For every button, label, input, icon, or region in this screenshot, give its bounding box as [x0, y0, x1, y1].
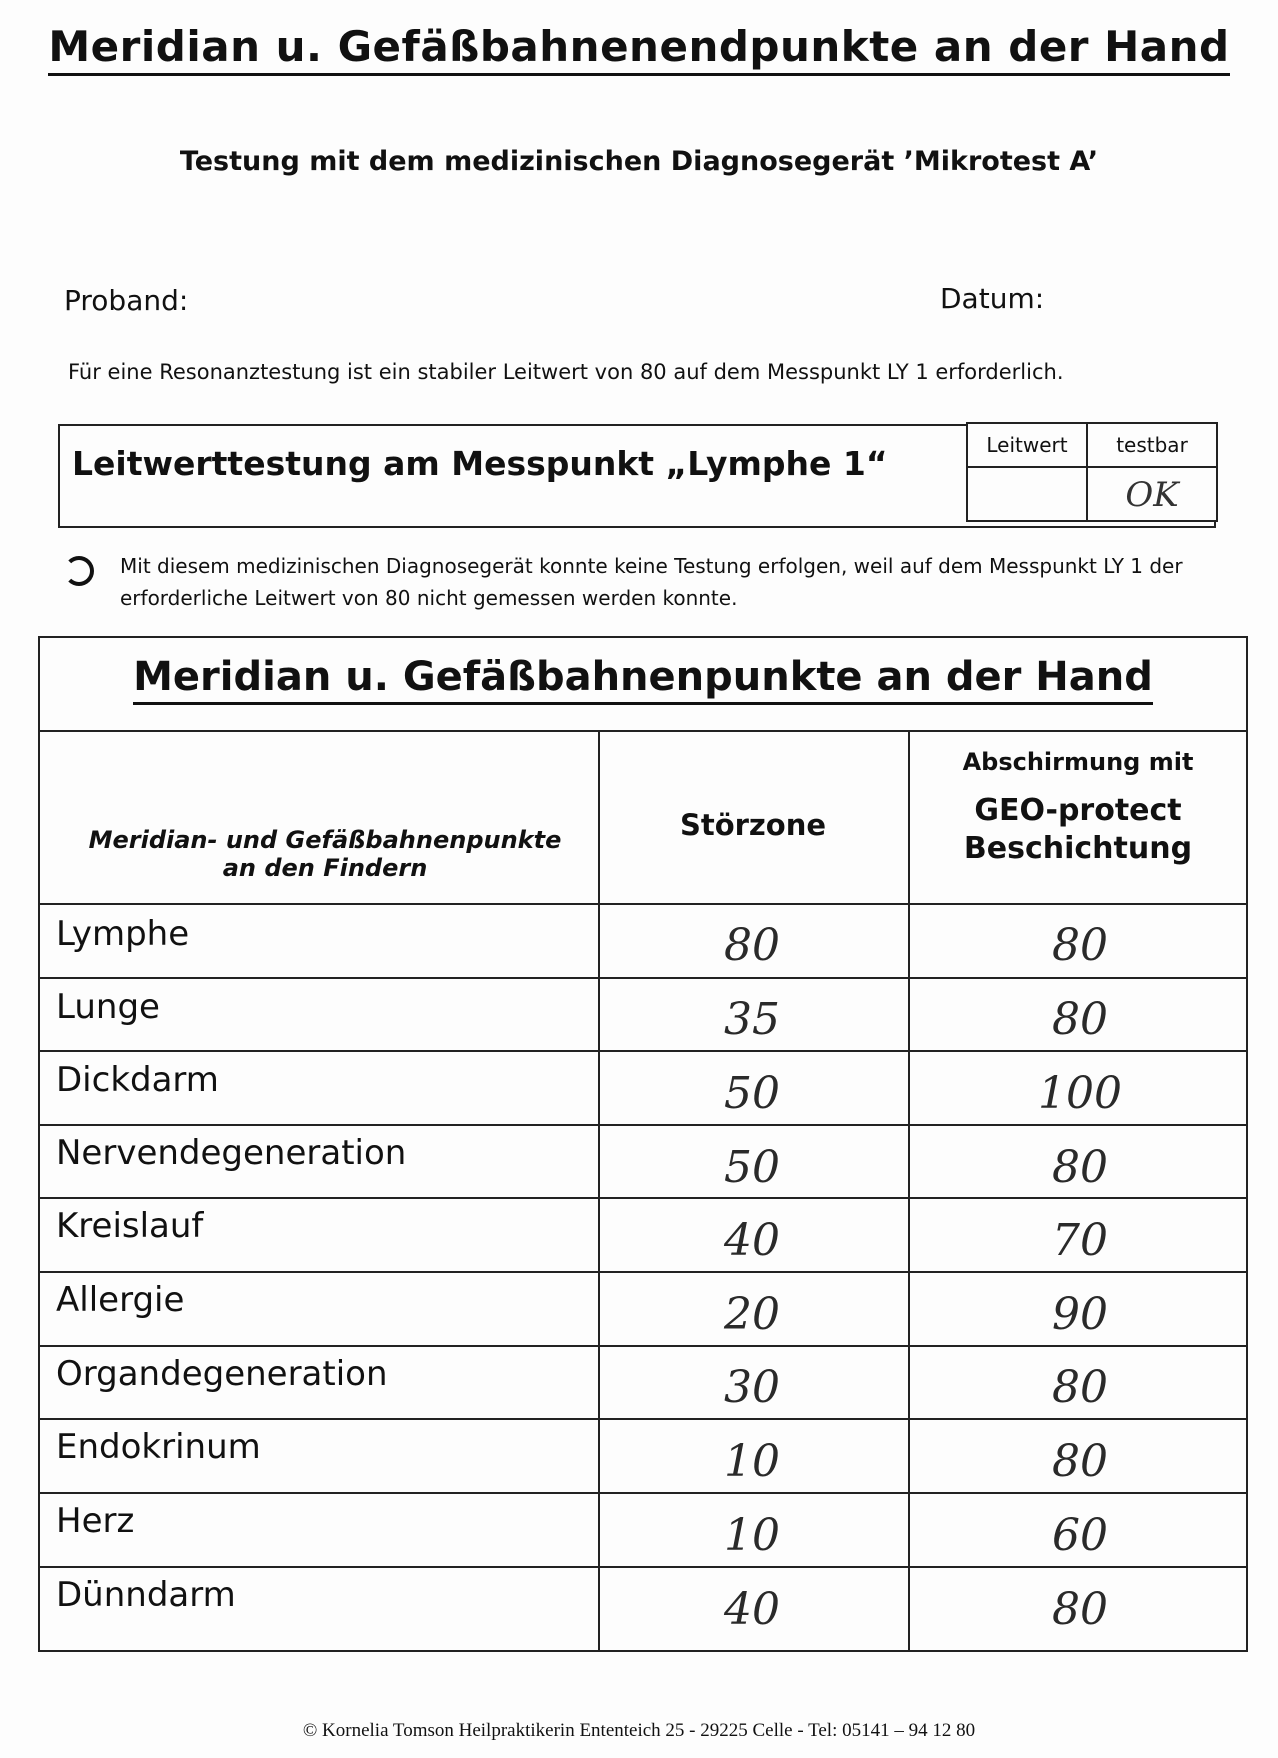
table-divider [38, 1566, 1248, 1568]
requirement-note: Für eine Resonanztestung ist ein stabiler Leitwert von 80 auf dem Messpunkt LY 1 erforderlich. [68, 360, 1064, 384]
abschirmung-value: 60 [1052, 1510, 1108, 1561]
abschirmung-value: 80 [1052, 1584, 1108, 1635]
proband-label: Proband: [64, 284, 189, 317]
table-title: Meridian u. Gefäßbahnenpunkte an der Hand [38, 654, 1248, 700]
abschirmung-value: 80 [1052, 920, 1108, 971]
col-header-abschirmung: Abschirmung mit [962, 748, 1194, 776]
abschirmung-value: 80 [1052, 1436, 1108, 1487]
abschirmung-value: 80 [1052, 1362, 1108, 1413]
page-title: Meridian u. Gefäßbahnenendpunkte an der Hand [0, 22, 1278, 71]
table-divider [38, 1345, 1248, 1347]
testbar-value: OK [1125, 475, 1179, 515]
row-label: Allergie [56, 1280, 185, 1320]
table-divider [38, 1418, 1248, 1420]
table-divider [38, 903, 1248, 905]
column-divider [908, 730, 910, 1650]
table-divider [38, 977, 1248, 979]
col-header-points-line1: Meridian- und Gefäßbahnenpunkte [88, 826, 562, 854]
leitwert-grid [966, 422, 1218, 522]
table-divider [38, 730, 1248, 732]
col-header-geo-protect [910, 792, 1246, 868]
col-header-points [60, 826, 590, 882]
stoerzone-value: 40 [724, 1215, 780, 1266]
row-label: Dünndarm [56, 1575, 236, 1615]
table-divider [38, 1197, 1248, 1199]
col-header-points-line2: an den Findern [222, 854, 428, 882]
warning-text: Mit diesem medizinischen Diagnosegerät konnte keine Testung erfolgen, weil auf dem Messpunkt LY 1 der erforderliche Leitwert von 80 nicht gemessen werden konnte. [120, 554, 1183, 610]
stoerzone-value: 50 [724, 1142, 780, 1193]
datum-label: Datum: [940, 282, 1045, 315]
table-divider [38, 1050, 1248, 1052]
stoerzone-value: 30 [724, 1362, 780, 1413]
stoerzone-value: 10 [724, 1436, 780, 1487]
stoerzone-value: 20 [724, 1289, 780, 1340]
row-label: Organdegeneration [56, 1354, 388, 1394]
row-label: Herz [56, 1501, 135, 1541]
page-subtitle: Testung mit dem medizinischen Diagnosegerät ’Mikrotest A’ [179, 146, 1099, 177]
stoerzone-value: 10 [724, 1510, 780, 1561]
abschirmung-value: 80 [1052, 994, 1108, 1045]
half-circle-icon [64, 556, 94, 586]
row-label: Kreislauf [56, 1206, 204, 1246]
row-label: Lunge [56, 987, 160, 1027]
abschirmung-value: 70 [1052, 1215, 1108, 1266]
abschirmung-value: 100 [1038, 1068, 1122, 1119]
stoerzone-value: 80 [724, 920, 780, 971]
col-header-geo-line: GEO-protect [974, 793, 1182, 828]
leitwert-title: Leitwerttestung am Messpunkt „Lymphe 1“ [72, 444, 888, 483]
row-label: Nervendegeneration [56, 1133, 407, 1173]
row-label: Endokrinum [56, 1427, 261, 1467]
stoerzone-value: 40 [724, 1584, 780, 1635]
abschirmung-value: 90 [1052, 1289, 1108, 1340]
row-label: Lymphe [56, 914, 190, 954]
table-divider [38, 1271, 1248, 1273]
abschirmung-value: 80 [1052, 1142, 1108, 1193]
testbar-col-header: testbar [1088, 424, 1216, 468]
stoerzone-value: 35 [724, 994, 780, 1045]
leitwert-value [968, 468, 1088, 522]
table-divider [38, 1124, 1248, 1126]
col-header-beschichtung-line: Beschichtung [963, 831, 1193, 866]
table-divider [38, 1492, 1248, 1494]
footer-copyright: © Kornelia Tomson Heilpraktikerin Ententeich 25 - 29225 Celle - Tel: 05141 – 94 12 80 [302, 1720, 976, 1741]
stoerzone-value: 50 [724, 1068, 780, 1119]
col-header-stoerzone: Störzone [679, 808, 827, 842]
row-label: Dickdarm [56, 1060, 219, 1100]
leitwert-col-header: Leitwert [968, 424, 1088, 468]
column-divider [598, 730, 600, 1650]
